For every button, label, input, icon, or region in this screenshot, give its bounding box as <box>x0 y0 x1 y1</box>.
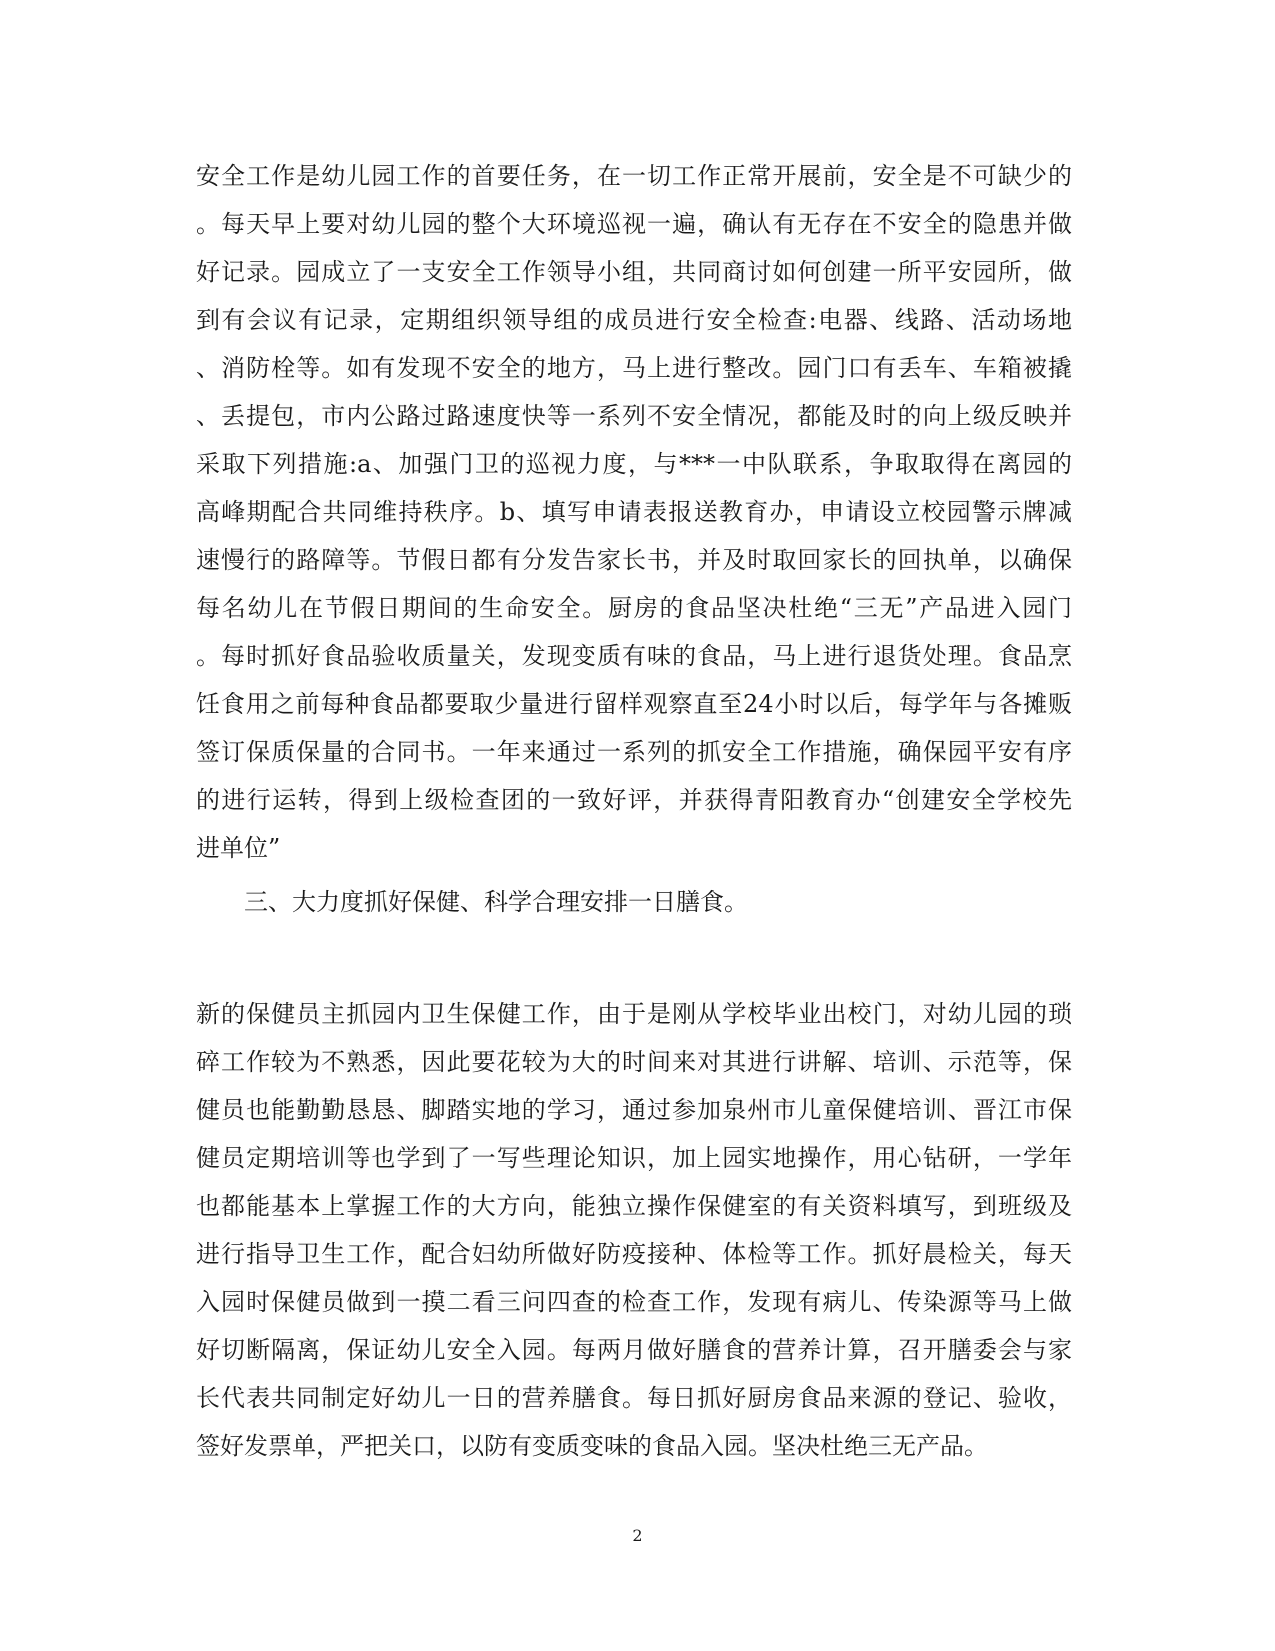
paragraph-line: 签订保质保量的合同书。一年来通过一系列的抓安全工作措施，确保园平安有序 <box>196 738 1072 766</box>
paragraph-line: 的进行运转，得到上级检查团的一致好评，并获得青阳教育办“创建安全学校先 <box>196 786 1072 814</box>
paragraph-line: 每名幼儿在节假日期间的生命安全。厨房的食品坚决杜绝“三无”产品进入园门 <box>196 594 1072 622</box>
paragraph-line: 饪食用之前每种食品都要取少量进行留样观察直至24小时以后，每学年与各摊贩 <box>196 690 1072 718</box>
paragraph-line: 好记录。园成立了一支安全工作领导小组，共同商讨如何创建一所平安园所，做 <box>196 258 1072 286</box>
section-heading: 三、大力度抓好保健、科学合理安排一日膳食。 <box>244 888 748 916</box>
paragraph-line: 进行指导卫生工作，配合妇幼所做好防疫接种、体检等工作。抓好晨检关，每天 <box>196 1240 1072 1268</box>
paragraph-line: 入园时保健员做到一摸二看三问四查的检查工作，发现有病儿、传染源等马上做 <box>196 1288 1072 1316</box>
paragraph-health-care <box>196 990 1072 1470</box>
paragraph-line: 。每天早上要对幼儿园的整个大环境巡视一遍，确认有无存在不安全的隐患并做 <box>196 210 1072 238</box>
paragraph-line: 。每时抓好食品验收质量关，发现变质有味的食品，马上进行退货处理。食品烹 <box>196 642 1072 670</box>
paragraph-line: 健员也能勤勤恳恳、脚踏实地的学习，通过参加泉州市儿童保健培训、晋江市保 <box>196 1096 1072 1124</box>
paragraph-line: 好切断隔离，保证幼儿安全入园。每两月做好膳食的营养计算，召开膳委会与家 <box>196 1336 1072 1364</box>
paragraph-line: 进单位” <box>196 834 281 862</box>
paragraph-line: 安全工作是幼儿园工作的首要任务，在一切工作正常开展前，安全是不可缺少的 <box>196 162 1072 190</box>
paragraph-safety-work <box>196 152 1072 872</box>
paragraph-line: 新的保健员主抓园内卫生保健工作，由于是刚从学校毕业出校门，对幼儿园的琐 <box>196 1000 1072 1028</box>
paragraph-line: 、丢提包，市内公路过路速度快等一系列不安全情况，都能及时的向上级反映并 <box>196 402 1072 430</box>
paragraph-line: 采取下列措施:a、加强门卫的巡视力度，与***一中队联系，争取取得在离园的 <box>196 450 1072 478</box>
paragraph-line: 到有会议有记录，定期组织领导组的成员进行安全检查:电器、线路、活动场地 <box>196 306 1072 334</box>
paragraph-line: 健员定期培训等也学到了一写些理论知识，加上园实地操作，用心钻研，一学年 <box>196 1144 1072 1172</box>
paragraph-line: 长代表共同制定好幼儿一日的营养膳食。每日抓好厨房食品来源的登记、验收， <box>196 1384 1072 1412</box>
paragraph-line: 签好发票单，严把关口，以防有变质变味的食品入园。坚决杜绝三无产品。 <box>196 1432 988 1460</box>
page-number: 2 <box>632 1526 643 1545</box>
paragraph-line: 速慢行的路障等。节假日都有分发告家长书，并及时取回家长的回执单，以确保 <box>196 546 1072 574</box>
paragraph-line: 高峰期配合共同维持秩序。b、填写申请表报送教育办，申请设立校园警示牌减 <box>196 498 1072 526</box>
paragraph-line: 碎工作较为不熟悉，因此要花较为大的时间来对其进行讲解、培训、示范等，保 <box>196 1048 1072 1076</box>
paragraph-line: 也都能基本上掌握工作的大方向，能独立操作保健室的有关资料填写，到班级及 <box>196 1192 1072 1220</box>
paragraph-line: 、消防栓等。如有发现不安全的地方，马上进行整改。园门口有丢车、车箱被撬 <box>196 354 1072 382</box>
